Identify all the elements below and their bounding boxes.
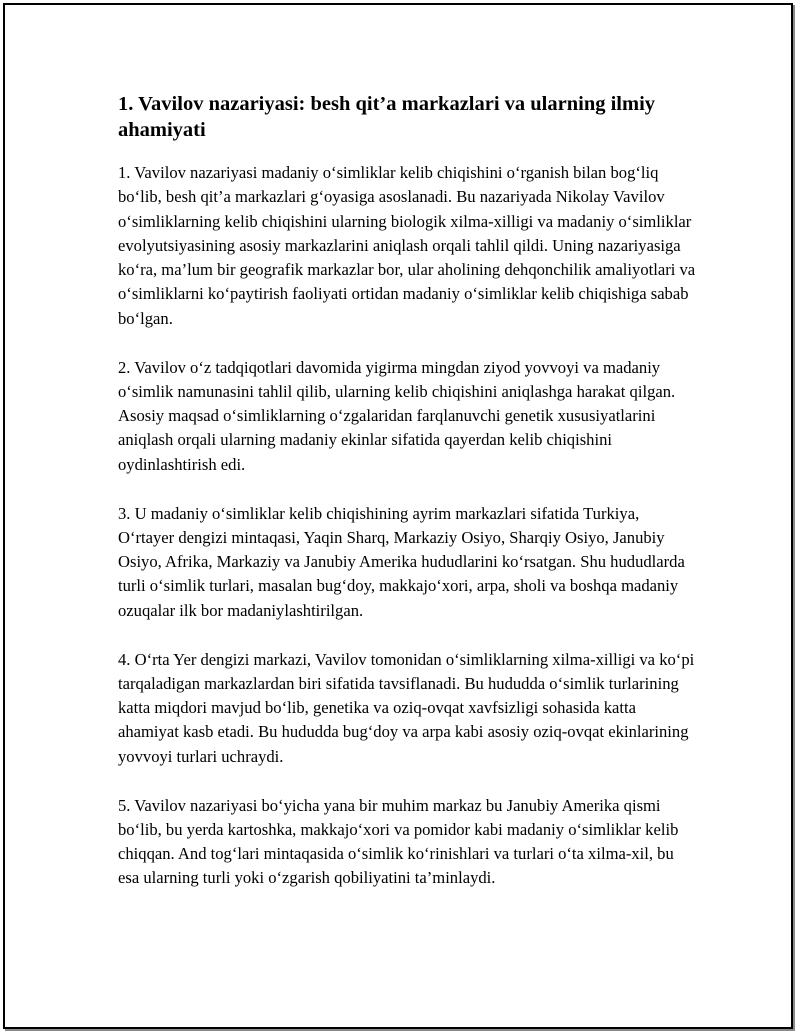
paragraph-2: 2. Vavilov o‘z tadqiqotlari davomida yigirma mingdan ziyod yovvoyi va madaniy o‘simlik namunasini tahlil qilib, ularning kelib chiqishini aniqlashga harakat qilgan. Asosiy maqsad o‘simliklarning o‘zgalaridan farqlanuvchi genetik xususiyatlarini aniqlash orqali ularning madaniy ekinlar sifatida qayerdan kelib chiqishini oydinlashtirish edi.: [118, 357, 676, 474]
paragraph-1: 1. Vavilov nazariyasi madaniy o‘simliklar kelib chiqishini o‘rganish bilan bog‘liq bo‘lib, besh qit’a markazlari g‘oyasiga asoslanadi. Bu nazariyada Nikolay Vavilov o‘simliklarning kelib chiqishini ularning biologik xilma-xilligi va madaniy o‘simliklar evolyutsiyasining asosiy markazlarini aniqlash orqali tahlil qildi. Uning nazariyasiga ko‘ra, ma’lum bir geografik markazlar bor, ular aholining dehqonchilik amaliyotlari va o‘simliklarni ko‘paytirish faoliyati ortidan madaniy o‘simliklar kelib chiqishiga sabab bo‘lgan.: [118, 163, 696, 328]
document-body: [118, 91, 698, 915]
paragraph-4: 4. O‘rta Yer dengizi markazi, Vavilov tomonidan o‘simliklarning xilma-xilligi va ko‘pi tarqaladigan markazlardan biri sifatida tavsiflanadi. Bu hududda o‘simlik turlarining katta miqdori mavjud bo‘lib, genetika va oziq-ovqat xavfsizligi sohasida katta ahamiyat kasb etadi. Bu hududda bug‘doy va arpa kabi asosiy oziq-ovqat ekinlarining yovvoyi turlari uchraydi.: [118, 649, 695, 766]
paragraph-5: 5. Vavilov nazariyasi bo‘yicha yana bir muhim markaz bu Janubiy Amerika qismi bo‘lib, bu yerda kartoshka, makkajo‘xori va pomidor kabi madaniy o‘simliklar kelib chiqqan. And tog‘lari mintaqasida o‘simlik ko‘rinishlari va turlari o‘ta xilma-xil, bu esa ularning turli yoki o‘zgarish qobiliyatini ta’minlaydi.: [118, 795, 679, 888]
paragraph-3: 3. U madaniy o‘simliklar kelib chiqishining ayrim markazlari sifatida Turkiya, O‘rtayer dengizi mintaqasi, Yaqin Sharq, Markaziy Osiyo, Sharqiy Osiyo, Janubiy Osiyo, Afrika, Markaziy va Janubiy Amerika hududlarini ko‘rsatgan. Shu hududlarda turli o‘simlik turlari, masalan bug‘doy, makkajo‘xori, arpa, sholi va boshqa madaniy ozuqalar ilk bor madaniylashtirilgan.: [118, 503, 685, 620]
document-title: 1. Vavilov nazariyasi: besh qit’a markazlari va ularning ilmiy ahamiyati: [118, 93, 656, 141]
